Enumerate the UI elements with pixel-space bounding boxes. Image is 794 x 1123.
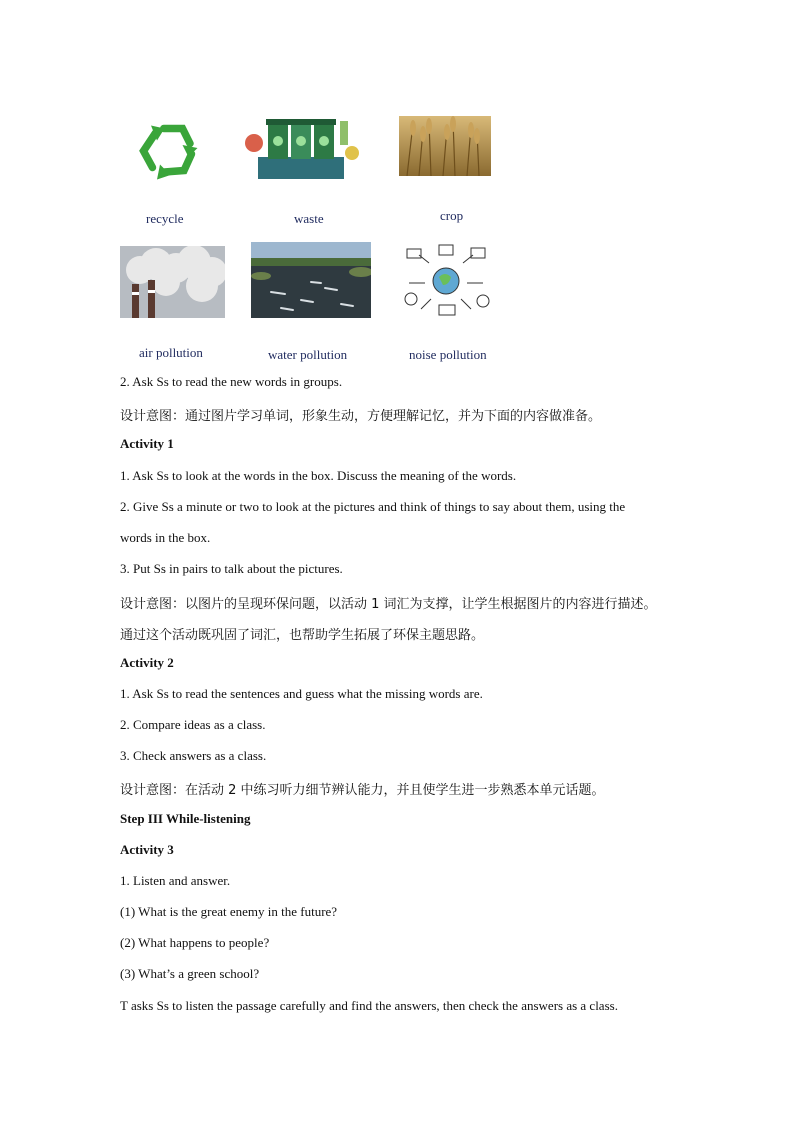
text-line: T asks Ss to listen the passage carefully and find the answers, then check the answers as a class. — [120, 998, 618, 1013]
heading-activity-2: Activity 2 — [120, 655, 174, 670]
design-intent-line: 设计意图：在活动 2 中练习听力细节辨认能力，并且使学生进一步熟悉本单元话题。 — [120, 783, 605, 798]
heading-activity-1: Activity 1 — [120, 436, 174, 451]
caption-recycle: recycle — [146, 211, 184, 226]
caption-waste: waste — [294, 211, 324, 226]
text-line: (1) What is the great enemy in the future? — [120, 904, 338, 919]
text-line: (2) What happens to people? — [120, 935, 270, 950]
text-line: (3) What’s a green school? — [120, 966, 260, 981]
recycle-image — [130, 115, 205, 190]
text-line: 2. Compare ideas as a class. — [120, 717, 266, 732]
text-line: 2. Give Ss a minute or two to look at the pictures and think of things to say about them, using the — [120, 499, 626, 514]
air-pollution-image — [120, 246, 225, 318]
text-line: 1. Ask Ss to read the sentences and guess what the missing words are. — [120, 686, 483, 701]
text-line: 2. Ask Ss to read the new words in groups. — [120, 374, 343, 389]
caption-air-pollution: air pollution — [139, 345, 203, 360]
crop-image — [399, 116, 491, 176]
caption-crop: crop — [440, 208, 464, 223]
caption-water-pollution: water pollution — [268, 347, 348, 362]
text-line: 1. Ask Ss to look at the words in the box. Discuss the meaning of the words. — [120, 468, 517, 483]
waste-image — [240, 113, 362, 181]
water-pollution-image — [251, 242, 371, 318]
text-line: words in the box. — [120, 530, 211, 545]
design-intent-line: 通过这个活动既巩固了词汇，也帮助学生拓展了环保主题思路。 — [120, 628, 485, 643]
text-line: 1. Listen and answer. — [120, 873, 231, 888]
noise-globe-drawing — [399, 243, 494, 319]
text-line: 3. Check answers as a class. — [120, 748, 267, 763]
polluted-water-photo — [251, 242, 371, 318]
design-intent-line: 设计意图：以图片的呈现环保问题，以活动 1 词汇为支撑，让学生根据图片的内容进行描述。 — [120, 597, 657, 612]
text-line: 3. Put Ss in pairs to talk about the pictures. — [120, 561, 343, 576]
heading-activity-3: Activity 3 — [120, 842, 174, 857]
wheat-crop-photo — [399, 116, 491, 176]
recycle-icon — [130, 115, 205, 190]
factory-smoke-photo — [120, 246, 225, 318]
waste-bins-image — [240, 113, 362, 181]
noise-pollution-image — [399, 243, 494, 319]
heading-step-3: Step III While-listening — [120, 811, 251, 826]
design-intent-line: 设计意图：通过图片学习单词，形象生动，方便理解记忆，并为下面的内容做准备。 — [120, 409, 602, 424]
caption-noise-pollution: noise pollution — [409, 347, 487, 362]
